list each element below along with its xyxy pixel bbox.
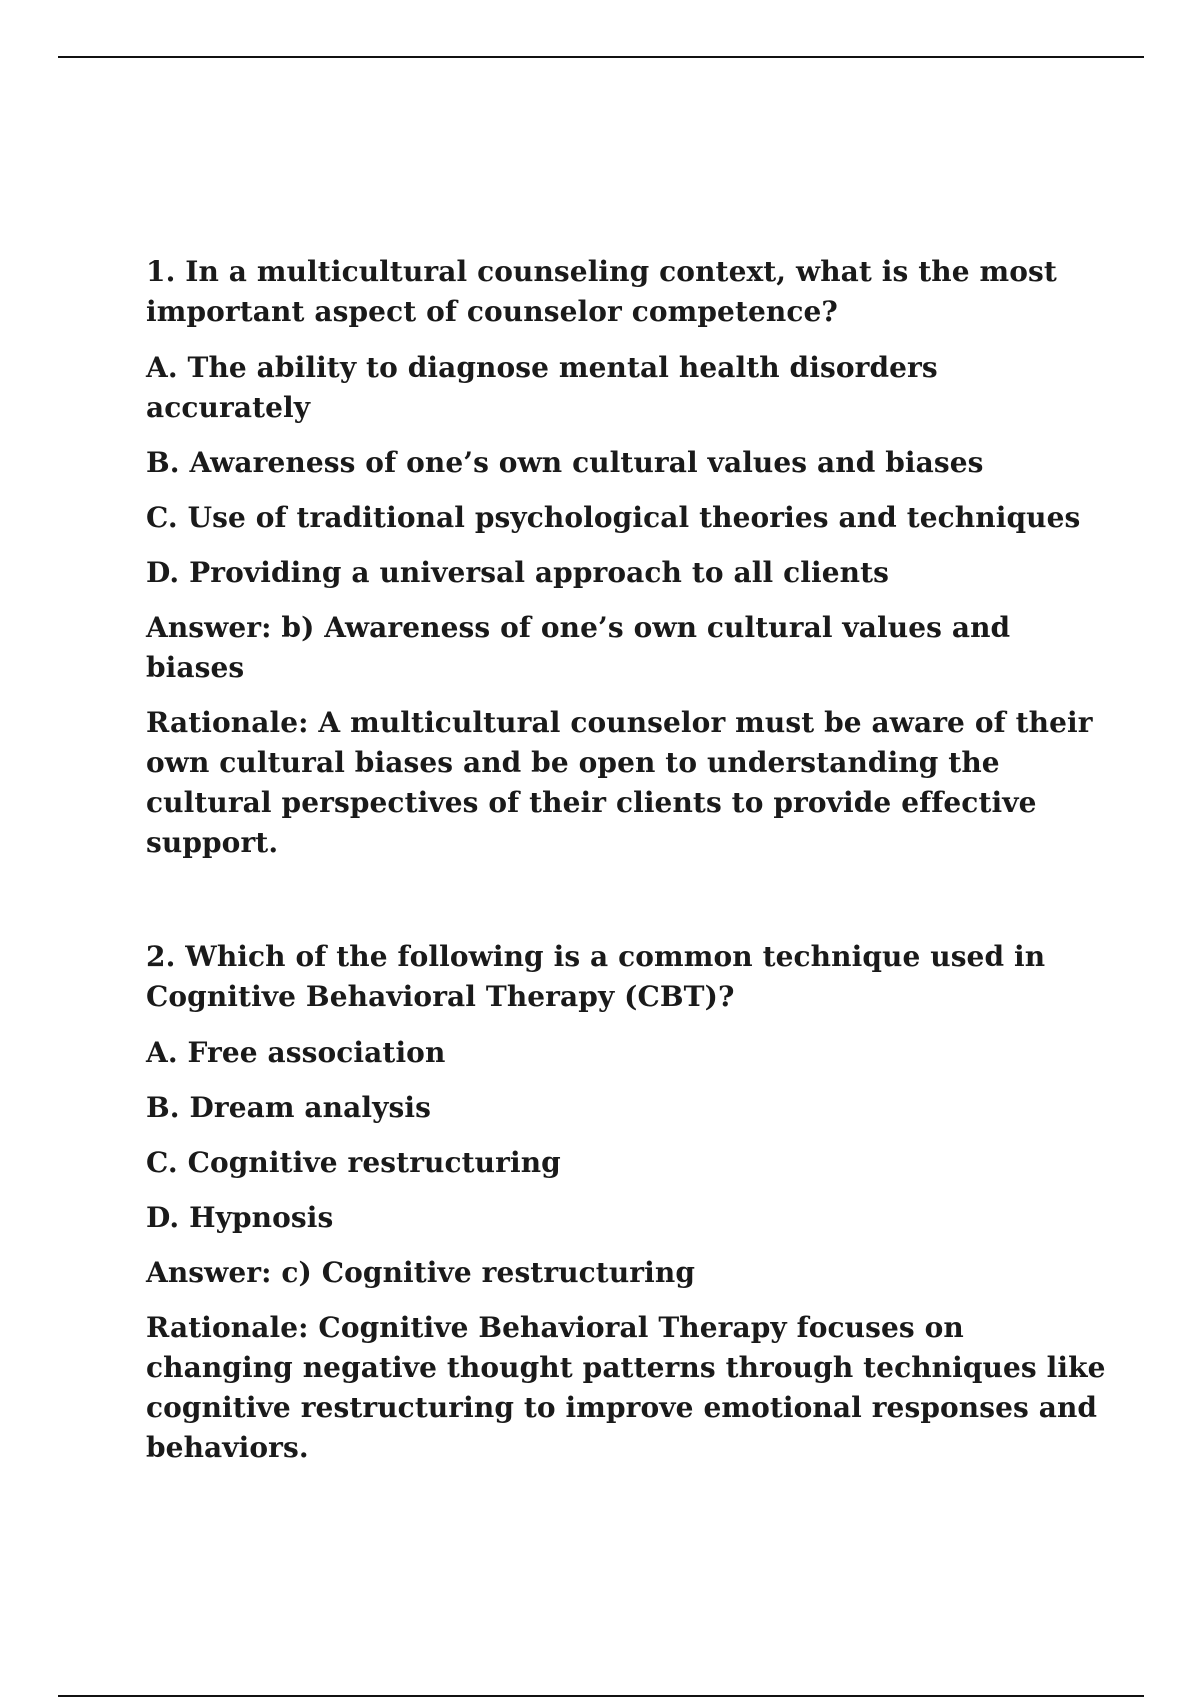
question-block-2 [146,937,1106,1468]
document-body [146,252,1106,1468]
question-text: 2. Which of the following is a common technique used in Cognitive Behavioral Therapy (CBT)? [146,940,1046,1013]
option-b: B. Dream analysis [146,1091,431,1124]
footer-rule [58,1695,1144,1697]
answer-text: Answer: c) Cognitive restructuring [146,1256,696,1289]
option-c: C. Use of traditional psychological theories and techniques [146,501,1081,534]
header-rule [58,56,1144,58]
rationale-text: Rationale: Cognitive Behavioral Therapy focuses on changing negative thought patterns through techniques like cognitive restructuring to improve emotional responses and behaviors. [146,1311,1106,1464]
question-block-1 [146,252,1106,863]
option-d: D. Providing a universal approach to all clients [146,556,889,589]
option-b: B. Awareness of one’s own cultural values and biases [146,446,984,479]
rationale-text: Rationale: A multicultural counselor must be aware of their own cultural biases and be open to understanding the cultural perspectives of their clients to provide effective support. [146,706,1093,859]
answer-text: Answer: b) Awareness of one’s own cultural values and biases [146,611,1011,684]
option-a: A. The ability to diagnose mental health disorders accurately [146,351,938,424]
option-d: D. Hypnosis [146,1201,334,1234]
option-a: A. Free association [146,1036,446,1069]
option-c: C. Cognitive restructuring [146,1146,561,1179]
question-text: 1. In a multicultural counseling context, what is the most important aspect of counselor competence? [146,255,1057,328]
